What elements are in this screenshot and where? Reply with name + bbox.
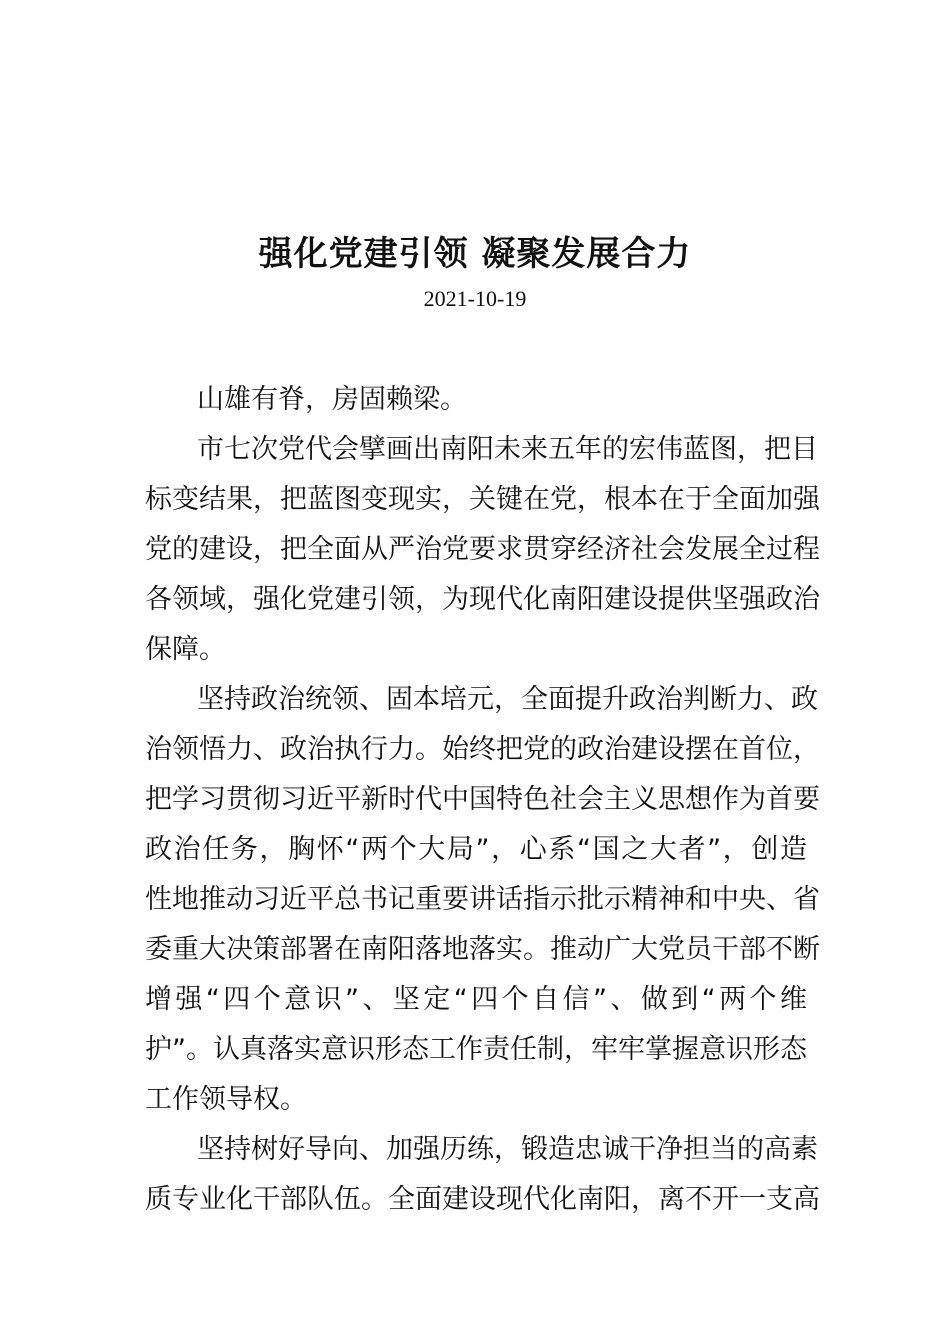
paragraph-line: 各领域，强化党建引领，为现代化南阳建设提供坚强政治 [145, 584, 820, 615]
paragraph-line: 山雄有脊，房固赖梁。 [197, 384, 467, 415]
paragraph-line: 市七次党代会擘画出南阳未来五年的宏伟蓝图，把目 [197, 434, 818, 465]
paragraph-line: 治领悟力、政治执行力。始终把党的政治建设摆在首位， [145, 734, 820, 765]
paragraph-line: 增强“四个意识”、坚定“四个自信”、做到“两个维 [145, 984, 807, 1015]
paragraph-line: 性地推动习近平总书记重要讲话指示批示精神和中央、省 [145, 884, 820, 915]
paragraph [145, 675, 820, 1125]
paragraph-line: 质专业化干部队伍。全面建设现代化南阳，离不开一支高 [145, 1184, 820, 1215]
document-date: 2021-10-19 [423, 286, 527, 311]
document-body [145, 375, 820, 1225]
paragraph [145, 375, 807, 425]
paragraph-line: 党的建设，把全面从严治党要求贯穿经济社会发展全过程 [145, 534, 820, 565]
paragraph-line: 把学习贯彻习近平新时代中国特色社会主义思想作为首要 [145, 784, 820, 815]
paragraph-line: 坚持树好导向、加强历练，锻造忠诚干净担当的高素 [197, 1134, 818, 1165]
paragraph-line: 保障。 [145, 634, 226, 665]
paragraph [145, 425, 820, 675]
paragraph-line: 政治任务，胸怀“两个大局”，心系“国之大者”，创造 [145, 834, 807, 865]
paragraph-line: 护”。认真落实意识形态工作责任制，牢牢掌握意识形态 [145, 1034, 807, 1065]
paragraph [145, 1125, 820, 1225]
paragraph-line: 标变结果，把蓝图变现实，关键在党，根本在于全面加强 [145, 484, 820, 515]
document-title: 强化党建引领 凝聚发展合力 [258, 234, 692, 274]
paragraph-line: 坚持政治统领、固本培元，全面提升政治判断力、政 [197, 684, 818, 715]
paragraph-line: 委重大决策部署在南阳落地落实。推动广大党员干部不断 [145, 934, 820, 965]
paragraph-line: 工作领导权。 [145, 1084, 307, 1115]
